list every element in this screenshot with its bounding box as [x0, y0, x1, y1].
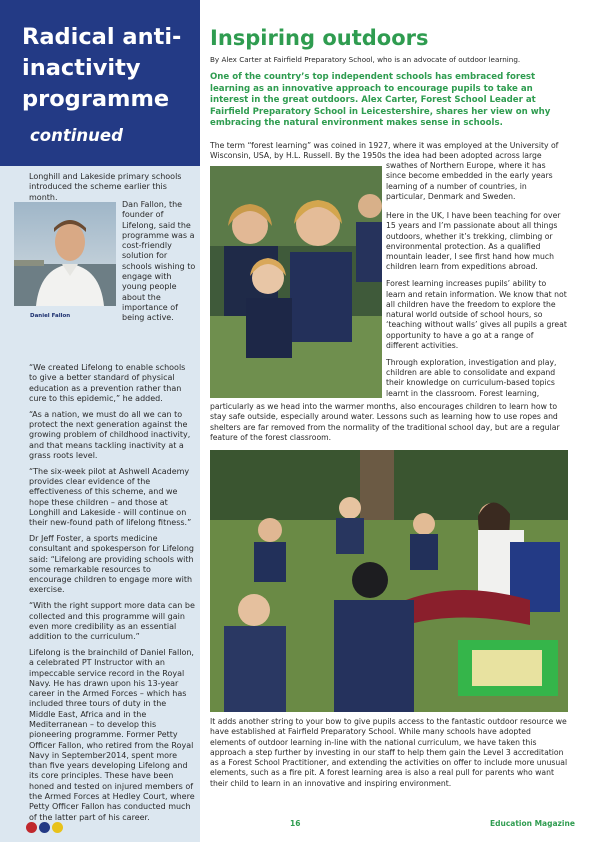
article-paragraph: Forest learning increases pupils’ ability to learn and retain information. We know that not all children have the freedom to explore the natural world outside of school hours, so ‘teaching without walls’ gives all pupils a great opportunity to have a go at a range of different activities. [386, 279, 567, 351]
sidebar-paragraph: “With the right support more data can be collected and this programme will gain even more credibility as an essential addition to the curriculum.” [29, 601, 195, 642]
yellow-dot-icon [52, 822, 63, 833]
article-paragraph-tail: particularly as we head into the warmer months, also encourages children to learn how to stay safe outside, especially around water. Lessons such as learning how to use ropes and shelters are far removed from the normality of the traditional school day, but are a regular feature of the forest classroom. [210, 402, 560, 442]
article-paragraph-bottom: It adds another string to your bow to give pupils access to the fantastic outdoor resource we have established at Fairfield Preparatory School. While many schools have adopted elements of outdoor learning in-line with the national curriculum, we have taken this approach a step further by investing in our staff to help them gain the Level 3 accreditation as a Forest School Practitioner, and extending the activities on offer to include more unusual elements, such as a fire pit. A forest learning area is also a real pull for parents who want their child to learn in an innovative and inspiring environment. [210, 717, 568, 788]
article-paragraph-continued: swathes of Northern Europe, where it has since become embedded in the early years learning of a number of countries, in particular, Denmark and Sweden. [386, 161, 553, 201]
sidebar-continued: continued [30, 126, 123, 145]
article-byline: By Alex Carter at Fairfield Preparatory School, who is an advocate of outdoor learning. [210, 55, 521, 64]
sidebar-body [29, 363, 195, 828]
children-forest-photo [210, 166, 382, 398]
article-paragraph: Here in the UK, I have been teaching for over 15 years and I’m passionate about all things outdoors, whether it’s trekking, climbing or environmental protection. As a qualified mountain leader, I see first hand how much children learn from expeditions abroad. [386, 211, 561, 272]
article-paragraph: Through exploration, investigation and play, children are able to consolidate and expand their knowledge on curriculum-based topics learnt in the classroom. Forest learning, [386, 357, 557, 398]
page-number: 16 [290, 819, 301, 828]
portrait-caption: Daniel Fallon [30, 313, 71, 319]
portrait-photo [14, 202, 116, 306]
article-column [386, 211, 568, 406]
red-dot-icon [26, 822, 37, 833]
blue-dot-icon [39, 822, 50, 833]
sidebar-paragraph: “We created Lifelong to enable schools to give a better standard of physical education as a prevention rather than cure to this epidemic,” he added. [29, 363, 186, 403]
sidebar-header [0, 0, 200, 166]
article-standfirst: One of the country’s top independent schools has embraced forest learning as an innovative approach to encourage pupils to take an interest in the great outdoors. Alex Carter, Forest School Leader at Fairfield Preparatory School in Leicestershire, shares her view on why embracing the natural environment makes sense in schools. [210, 72, 551, 128]
sidebar-side-text: Dan Fallon, the founder of Lifelong, said the programme was a cost-friendly solution for schools wishing to engage with young people about the importance of being active. [122, 200, 196, 323]
sidebar-paragraph: “As a nation, we must do all we can to protect the next generation against the growing problem of childhood inactivity, and that means tackling inactivity at a grass roots level. [29, 409, 191, 460]
footer-dots [26, 818, 65, 837]
outdoor-class-photo [210, 450, 568, 712]
sidebar-paragraph: “The six-week pilot at Ashwell Academy provides clear evidence of the effectiveness of this scheme, and we hope these children – and those at Longhill and Lakeside - will continue on their new-found path of lifelong fitness.” [29, 466, 192, 528]
sidebar-paragraph: Dr Jeff Foster, a sports medicine consultant and spokesperson for Lifelong said: “Lifelong are providing schools with some remarkable resources to encourage children to engage more with exercise. [29, 533, 194, 595]
sidebar-paragraph: Lifelong is the brainchild of Daniel Fallon, a celebrated PT Instructor with an impeccable service record in the Royal Navy. He has drawn upon his 13-year career in the Armed Forces – which has included three tours of duty in the Middle East, Africa and in the Mediterranean – to develop this pioneering programme. Former Petty Officer Fallon, who retired from the Royal Navy in September2014, spent more than five years developing Lifelong and its core principles. These have been honed and tested on injured members of the Armed Forces at Hedley Court, where Petty Officer Fallon has conducted much of the latter part of his career. [29, 647, 195, 822]
sidebar-intro: Longhill and Lakeside primary schools introduced the scheme earlier this month. [29, 172, 182, 202]
article-paragraph: The term “forest learning” was coined in 1927, where it was employed at the University of Wisconsin, USA, by H.L. Russell. By the 1950s the idea had been adopted across large [210, 141, 559, 161]
sidebar-title: Radical anti-inactivity programme [22, 24, 182, 112]
magazine-name: Education Magazine [490, 819, 575, 828]
article-title: Inspiring outdoors [210, 26, 429, 50]
